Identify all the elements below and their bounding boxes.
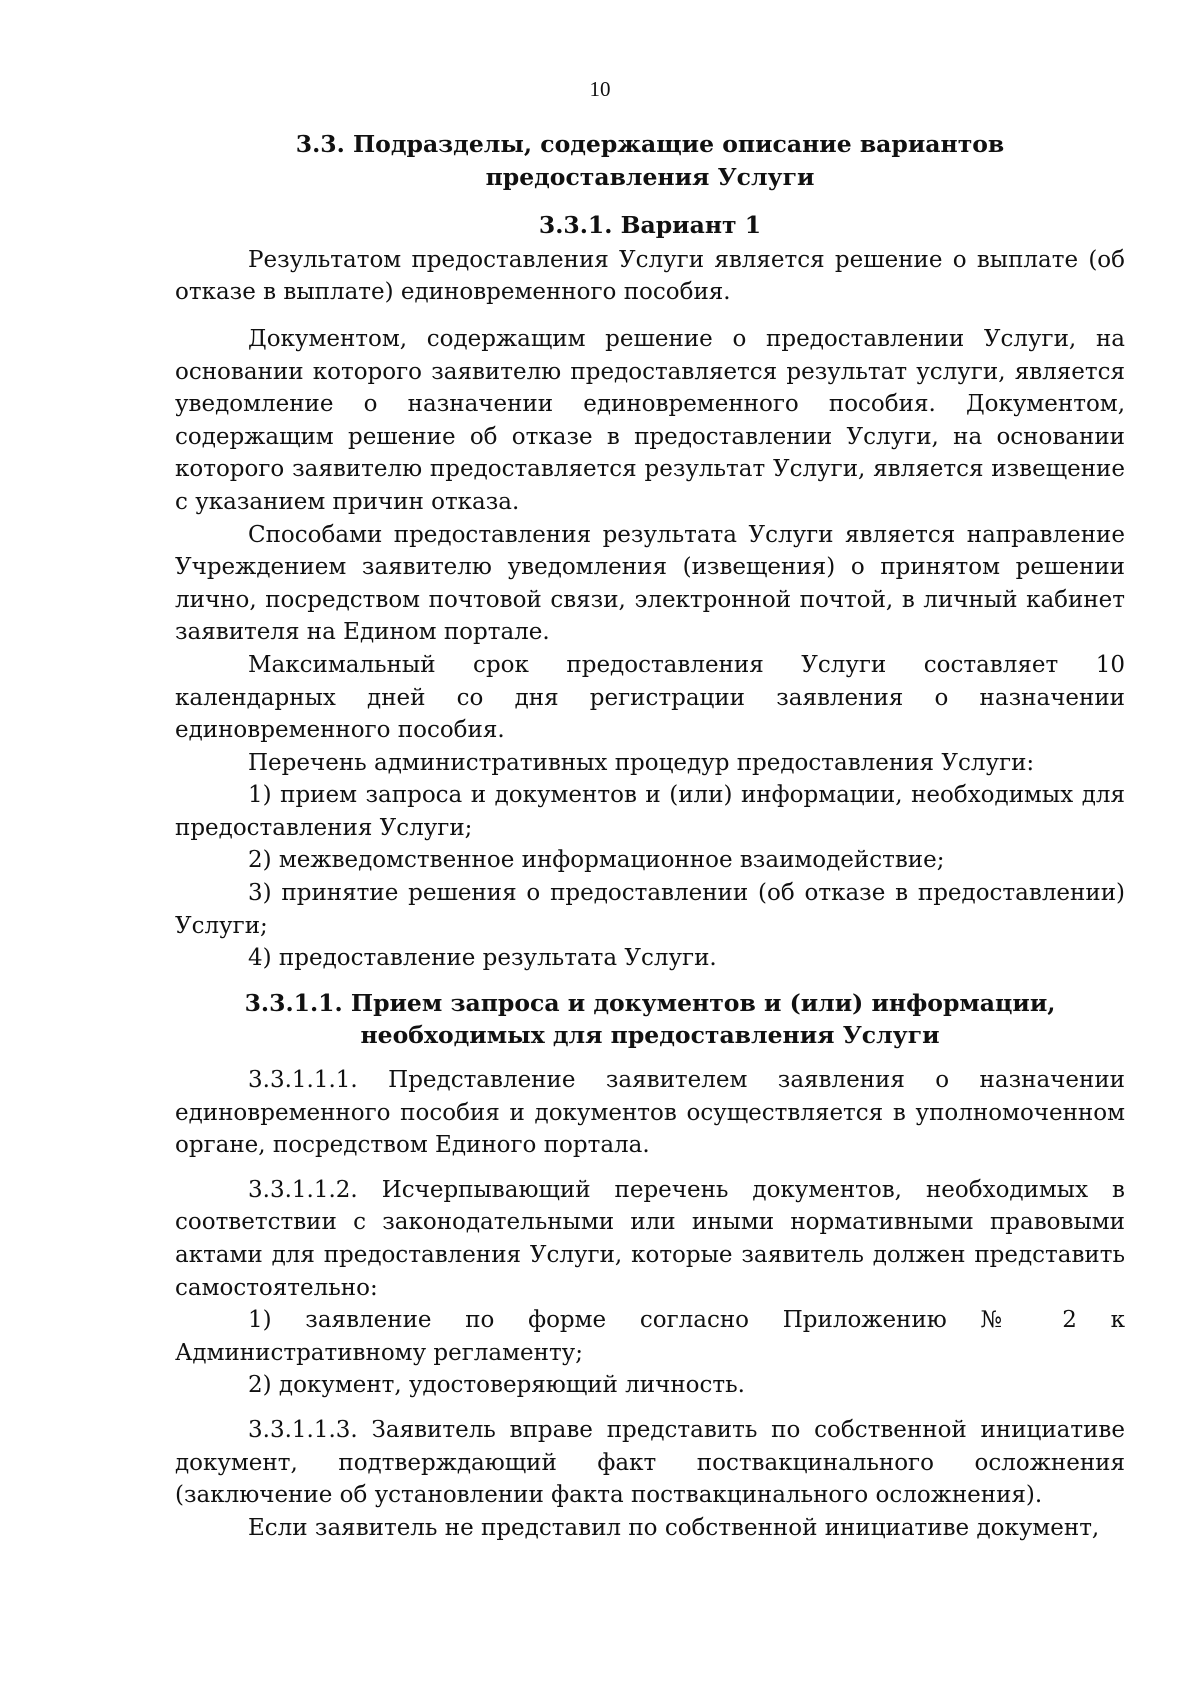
- list-item: 4) предоставление результата Услуги.: [248, 945, 717, 972]
- paragraph: Документом, содержащим решение о предоставлении Услуги, на основании которого заявителю предоставляется результат услуги, является уведомление о назначении единовременного пособия. Документом, содержащим решение об отказе в предоставлении Услуги, на основании которого заявителю предоставляется результат Услуги, является извещение с указанием причин отказа.: [175, 325, 1125, 515]
- page-number: 10: [589, 77, 611, 101]
- list-item: 1) заявление по форме согласно Приложению № 2 к Административному регламенту;: [175, 1307, 1125, 1366]
- paragraph: 3.3.1.1.3. Заявитель вправе представить по собственной инициативе документ, подтверждающий факт поствакцинального осложнения (заключение об установлении факта поствакцинального осложнения).: [175, 1416, 1125, 1509]
- list-item: 3) принятие решения о предоставлении (об отказе в предоставлении) Услуги;: [175, 880, 1125, 939]
- paragraph: Способами предоставления результата Услуги является направление Учреждением заявителю уведомления (извещения) о принятом решении лично, посредством почтовой связи, электронной почтой, в личный кабинет заявителя на Едином портале.: [175, 521, 1125, 646]
- page-content: [175, 128, 1125, 1544]
- list-item: 1) прием запроса и документов и (или) информации, необходимых для предоставления Услуги;: [175, 782, 1125, 841]
- paragraph: 3.3.1.1.2. Исчерпывающий перечень документов, необходимых в соответствии с законодательными или иными нормативными правовыми актами для предоставления Услуги, которые заявитель должен представить самостоятельно:: [175, 1176, 1125, 1301]
- variant-title: 3.3.1. Вариант 1: [538, 211, 762, 240]
- paragraph: 3.3.1.1.1. Представление заявителем заявления о назначении единовременного пособия и документов осуществляется в уполномоченном органе, посредством Единого портала.: [175, 1067, 1125, 1159]
- list-item: 2) межведомственное информационное взаимодействие;: [248, 847, 945, 874]
- section-title: 3.3. Подразделы, содержащие описание вариантов предоставления Услуги: [295, 130, 1005, 191]
- paragraph: Результатом предоставления Услуги является решение о выплате (об отказе в выплате) единовременного пособия.: [175, 246, 1125, 306]
- list-item: 2) документ, удостоверяющий личность.: [248, 1372, 745, 1399]
- paragraph: Максимальный срок предоставления Услуги составляет 10 календарных дней со дня регистрации заявления о назначении единовременного пособия.: [175, 651, 1125, 744]
- subsection-title: 3.3.1.1. Прием запроса и документов и (или) информации, необходимых для предоставления Услуги: [244, 988, 1056, 1050]
- paragraph: Если заявитель не представил по собственной инициативе документ,: [248, 1514, 1100, 1541]
- paragraph: Перечень административных процедур предоставления Услуги:: [248, 749, 1035, 776]
